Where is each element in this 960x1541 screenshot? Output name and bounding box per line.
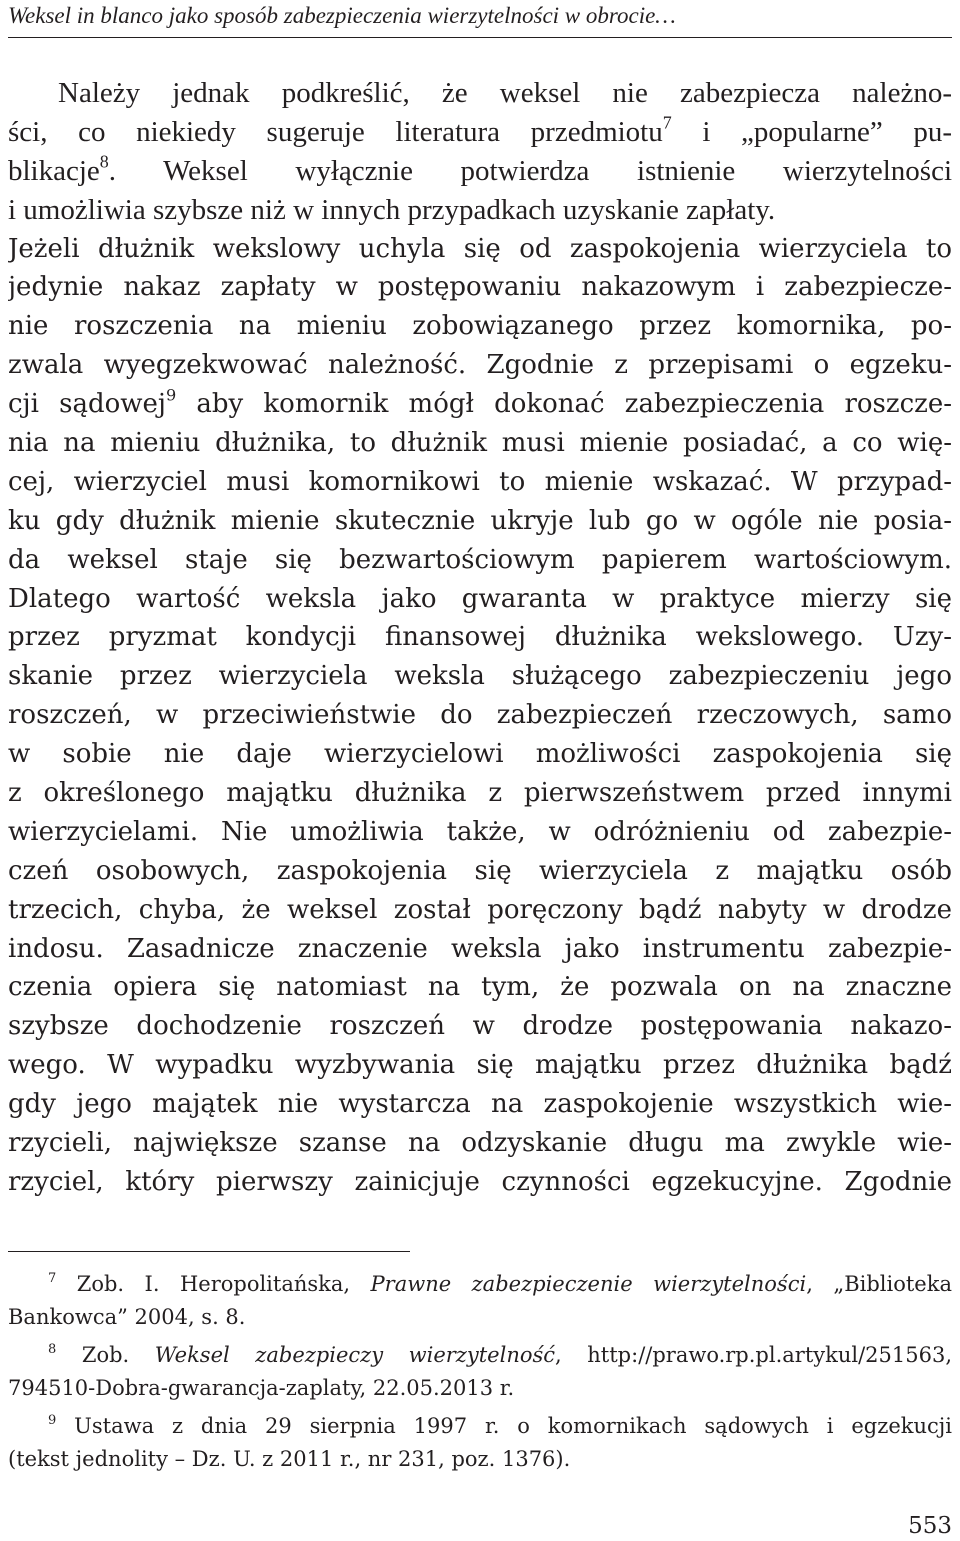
text-line: czeń osobowych, zaspokojenia się wierzyciela z majątku osób: [8, 855, 952, 886]
text-line: Dlatego wartość weksla jako gwaranta w praktyce mierzy się: [8, 583, 952, 614]
text-line: Należy jednak podkreślić, że weksel nie zabezpiecza należno-: [58, 77, 952, 109]
text-line: skanie przez wierzyciela weksla służącego zabezpieczeniu jego: [8, 661, 952, 692]
text-line: szybsze dochodzenie roszczeń w drodze postępowania nakazo-: [8, 1011, 952, 1042]
text-line: nie roszczenia na mieniu zobowiązanego przez komornika, po-: [8, 311, 952, 342]
text-line: zwala wyegzekwować należność. Zgodnie z przepisami o egzeku-: [8, 350, 952, 381]
text-line: nia na mieniu dłużnika, to dłużnik musi mienie posiadać, a co wię-: [8, 428, 952, 459]
page-number: 553: [908, 1513, 952, 1539]
footnote-number: 8: [48, 1341, 57, 1357]
text-line: ści, co niekiedy sugeruje literatura przedmiotu$^7$ i „popularne” pu-: [8, 112, 952, 148]
body-text: [8, 74, 952, 1202]
text-line: Jeżeli dłużnik wekslowy uchyla się od zaspokojenia wierzyciela to: [8, 233, 952, 264]
footnote-9: $^9$ Ustawa z dnia 29 sierpnia 1997 r. o komornikach sądowych i egzekucji: [48, 1412, 952, 1438]
footnote-ref-7: 7: [662, 112, 672, 133]
text-line: wierzycielami. Nie umożliwia także, w odróżnieniu od zabezpie-: [8, 816, 952, 847]
footnote-7-cont: Bankowca” 2004, s. 8.: [8, 1305, 246, 1329]
text-line: blikacje$^8$. Weksel wyłącznie potwierdza istnienie wierzytelności: [8, 151, 952, 187]
footnote-8: $^8$ Zob. Weksel zabezpieczy wierzytelność, http://prawo.rp.pl.artykul/251563,: [48, 1341, 952, 1367]
footnote-7: $^7$ Zob. I. Heropolitańska, Prawne zabezpieczenie wierzytelności, „Biblioteka: [48, 1270, 952, 1296]
text-line: gdy jego majątek nie wystarcza na zaspokojenie wszystkich wie-: [8, 1089, 952, 1120]
footnote-ref-8: 8: [99, 151, 109, 172]
running-head: Weksel in blanco jako sposób zabezpieczenia wierzytelności w obrocie…: [8, 3, 676, 28]
text-line: roszczeń, w przeciwieństwie do zabezpieczeń rzeczowych, samo: [8, 700, 952, 731]
text-line: przez pryzmat kondycji finansowej dłużnika wekslowego. Uzy-: [8, 622, 952, 653]
header-rule: [8, 37, 952, 38]
text-line: indosu. Zasadnicze znaczenie weksla jako instrumentu zabezpie-: [8, 933, 952, 964]
text-line: ku gdy dłużnik mienie skutecznie ukryje lub go w ogóle nie posia-: [8, 505, 952, 536]
footnote-9-cont: (tekst jednolity – Dz. U. z 2011 r., nr 231, poz. 1376).: [8, 1447, 571, 1471]
text-line: w sobie nie daje wierzycielowi możliwości zaspokojenia się: [8, 739, 952, 770]
text-line: i umożliwia szybsze niż w innych przypadkach uzyskanie zapłaty.: [8, 193, 776, 226]
footnote-number: 9: [48, 1412, 57, 1428]
text-line: czenia opiera się natomiast na tym, że pozwala on na znaczne: [8, 972, 952, 1003]
footnotes: [8, 1268, 952, 1476]
text-line: z określonego majątku dłużnika z pierwszeństwem przed innymi: [8, 778, 952, 809]
text-line: cej, wierzyciel musi komornikowi to mienie wskazać. W przypad-: [8, 466, 952, 497]
text-line: trzecich, chyba, że weksel został poręczony bądź nabyty w drodze: [8, 894, 952, 925]
footnote-rule: [8, 1251, 410, 1252]
footnote-number: 7: [48, 1270, 57, 1286]
text-line: da weksel staje się bezwartościowym papierem wartościowym.: [8, 544, 952, 575]
text-line: wego. W wypadku wyzbywania się majątku przez dłużnika bądź: [8, 1050, 952, 1081]
footnote-ref-9: 9: [165, 385, 177, 405]
text-line: rzyciel, który pierwszy zainicjuje czynności egzekucyjne. Zgodnie: [8, 1166, 952, 1197]
text-line: jedynie nakaz zapłaty w postępowaniu nakazowym i zabezpiecze-: [8, 272, 952, 303]
text-line: rzycieli, największe szanse na odzyskanie długu ma zwykle wie-: [8, 1128, 952, 1159]
footnote-8-cont: 794510-Dobra-gwarancja-zaplaty, 22.05.2013 r.: [8, 1376, 515, 1400]
text-line: cji sądowej$^9$ aby komornik mógł dokonać zabezpieczenia roszcze-: [8, 385, 952, 420]
